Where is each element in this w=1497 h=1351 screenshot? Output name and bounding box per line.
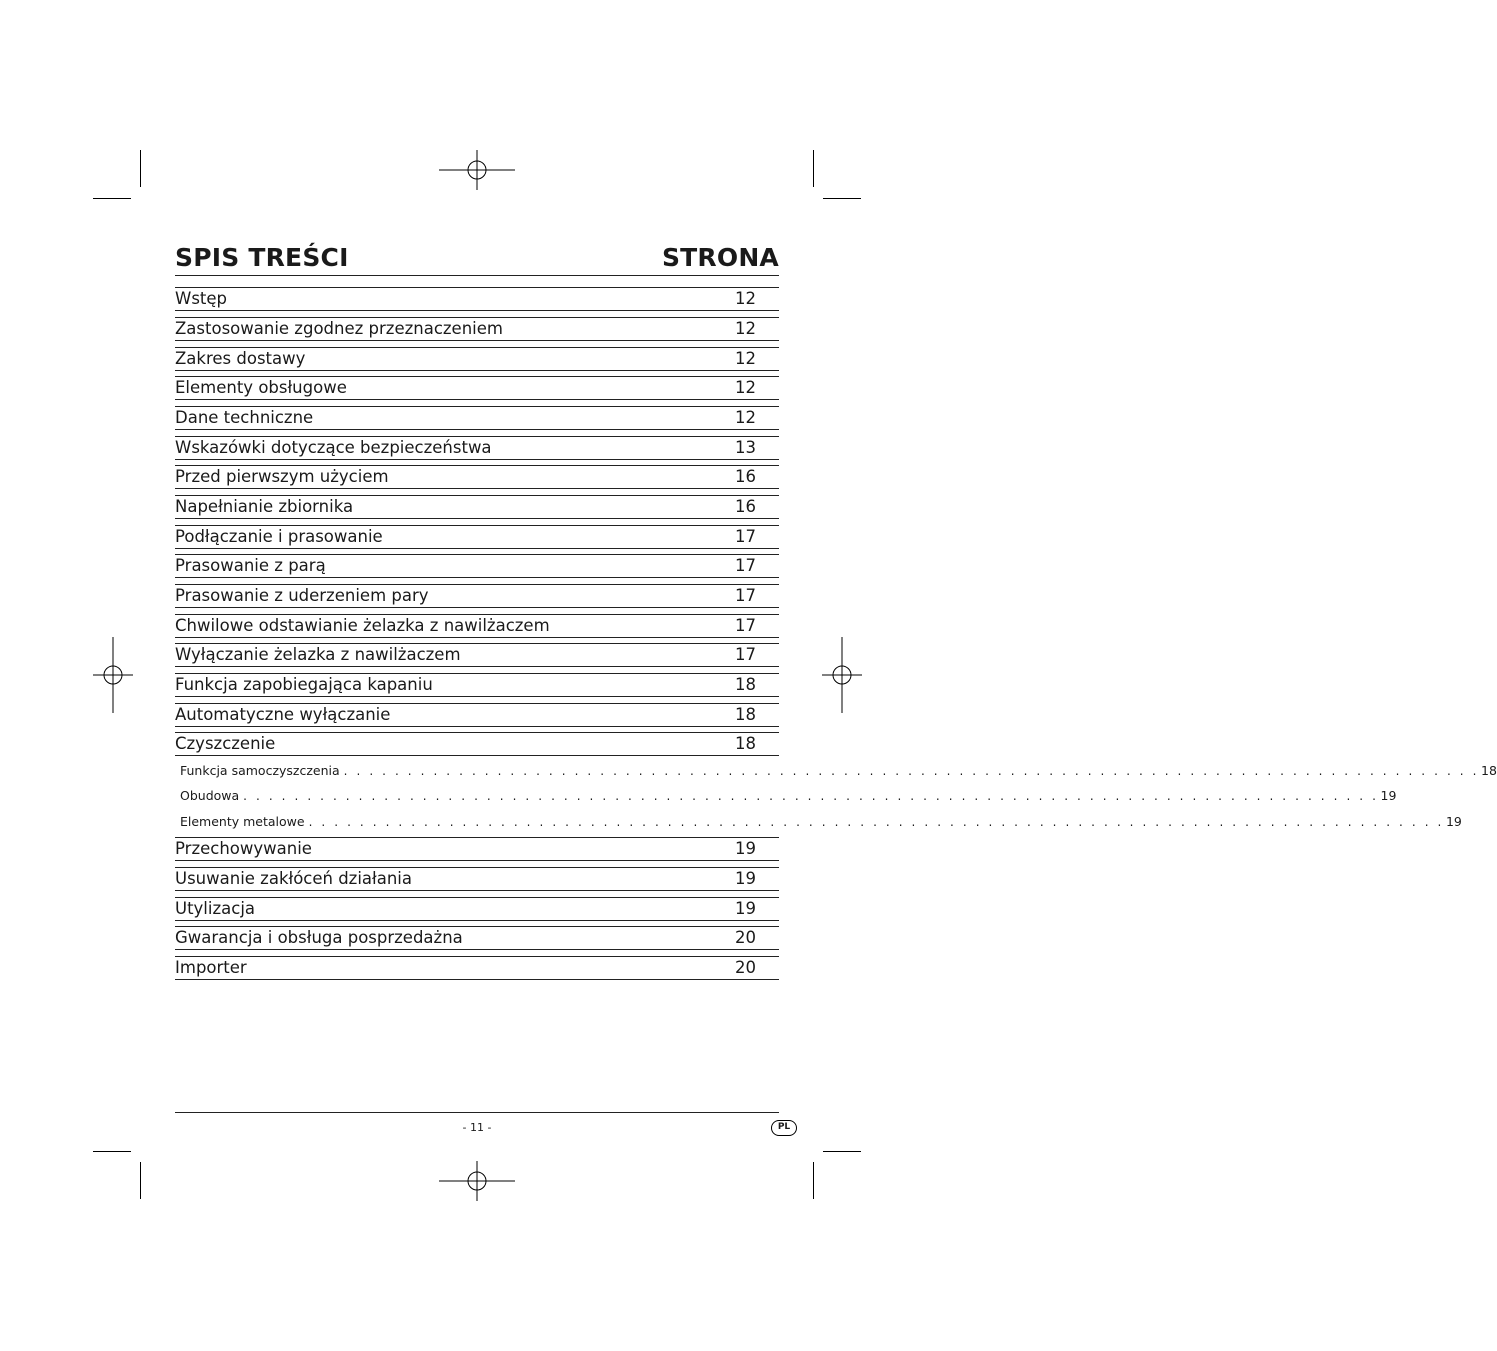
toc-entry-page: 12: [735, 378, 756, 397]
toc-entry-label: Wskazówki dotyczące bezpieczeństwa: [175, 438, 492, 457]
toc-entry-page: 17: [735, 616, 756, 635]
toc-entry[interactable]: [175, 495, 779, 519]
toc-entry-label: Gwarancja i obsługa posprzedażna: [175, 928, 463, 947]
toc-subentry-page: 19: [1445, 814, 1462, 829]
toc-entry[interactable]: [175, 584, 779, 608]
toc-entry-label: Wyłączanie żelazka z nawilżaczem: [175, 645, 461, 664]
toc-subentry-label: Elementy metalowe: [180, 814, 305, 829]
toc-entry[interactable]: [175, 703, 779, 727]
toc-entry[interactable]: [175, 732, 779, 756]
dot-leader: . . . . . . . . . . . . . . . . . . . . . . . . . . . . . . . . . . . . . . . . . . . . . . . . . . . . . . . . . . . . . . . . . . . . . . . . . . . . . . . . . . . . . . . . .: [343, 764, 1480, 778]
footer-divider: [175, 1112, 779, 1113]
toc-entry[interactable]: [175, 406, 779, 430]
toc-entry-page: 19: [735, 869, 756, 888]
toc-subentry[interactable]: [180, 813, 1462, 829]
registration-mark-icon: [439, 1143, 515, 1219]
toc-subentry[interactable]: [180, 762, 1497, 778]
crop-mark: [813, 150, 814, 187]
crop-mark: [93, 198, 131, 199]
toc-entry[interactable]: [175, 673, 779, 697]
toc-entry[interactable]: [175, 465, 779, 489]
dot-leader: . . . . . . . . . . . . . . . . . . . . . . . . . . . . . . . . . . . . . . . . . . . . . . . . . . . . . . . . . . . . . . . . . . . . . . . . . . . . . . . . . . . . . . . . .: [308, 815, 1444, 829]
toc-subentry-page: 18: [1481, 763, 1497, 778]
toc-subentry-label: Funkcja samoczyszczenia: [180, 763, 340, 778]
dot-leader: . . . . . . . . . . . . . . . . . . . . . . . . . . . . . . . . . . . . . . . . . . . . . . . . . . . . . . . . . . . . . . . . . . . . . . . . . . . . . . . . . . . . . . . . .: [243, 789, 1379, 803]
toc-entry[interactable]: [175, 287, 779, 311]
toc-entry[interactable]: [175, 376, 779, 400]
crop-mark: [93, 1151, 131, 1152]
page-number: - 11 -: [462, 1121, 492, 1134]
toc-entry-page: 20: [735, 958, 756, 977]
registration-mark-icon: [804, 637, 880, 713]
crop-mark: [140, 150, 141, 187]
toc-entry-label: Przechowywanie: [175, 839, 312, 858]
toc-entry[interactable]: [175, 867, 779, 891]
toc-entry-label: Elementy obsługowe: [175, 378, 347, 397]
page-column-heading: STRONA: [661, 243, 779, 272]
toc-subentry-page: 19: [1380, 788, 1397, 803]
toc-entry[interactable]: [175, 436, 779, 460]
language-badge: PL: [771, 1120, 797, 1136]
toc-entry-page: 12: [735, 289, 756, 308]
toc-entry-label: Dane techniczne: [175, 408, 314, 427]
toc-entry-page: 17: [735, 645, 756, 664]
toc-entry-page: 17: [735, 586, 756, 605]
toc-entry-label: Automatyczne wyłączanie: [175, 705, 391, 724]
toc-entry-page: 17: [735, 556, 756, 575]
toc-entry-label: Zakres dostawy: [175, 349, 306, 368]
toc-entry-page: 16: [735, 467, 756, 486]
toc-entry-label: Wstęp: [175, 289, 228, 308]
toc-entry-page: 16: [735, 497, 756, 516]
toc-entry-page: 19: [735, 839, 756, 858]
toc-entry[interactable]: [175, 837, 779, 861]
toc-entry-page: 12: [735, 349, 756, 368]
toc-entry-label: Przed pierwszym użyciem: [175, 467, 389, 486]
toc-entry[interactable]: [175, 897, 779, 921]
toc-entry-label: Czyszczenie: [175, 734, 276, 753]
toc-entry[interactable]: [175, 614, 779, 638]
toc-entry-page: 18: [735, 675, 756, 694]
crop-mark: [813, 1162, 814, 1199]
toc-subentry[interactable]: [180, 787, 1397, 803]
crop-mark: [823, 198, 861, 199]
toc-entry-page: 17: [735, 527, 756, 546]
toc-entry-page: 12: [735, 408, 756, 427]
toc-header: [175, 241, 779, 276]
toc-entry-label: Napełnianie zbiornika: [175, 497, 354, 516]
toc-entry[interactable]: [175, 317, 779, 341]
toc-entry-page: 13: [735, 438, 756, 457]
toc-entry-label: Funkcja zapobiegająca kapaniu: [175, 675, 433, 694]
toc-entry[interactable]: [175, 525, 779, 549]
toc-entry-page: 12: [735, 319, 756, 338]
crop-mark: [823, 1151, 861, 1152]
registration-mark-icon: [75, 637, 151, 713]
crop-mark: [140, 1162, 141, 1199]
toc-entry-label: Zastosowanie zgodnez przeznaczeniem: [175, 319, 503, 338]
toc-entry[interactable]: [175, 926, 779, 950]
toc-entry-page: 18: [735, 734, 756, 753]
toc-entry[interactable]: [175, 347, 779, 371]
toc-entry[interactable]: [175, 643, 779, 667]
toc-entry[interactable]: [175, 956, 779, 980]
toc-entry-label: Prasowanie z uderzeniem pary: [175, 586, 429, 605]
toc-entry-label: Podłączanie i prasowanie: [175, 527, 383, 546]
toc-entry-label: Usuwanie zakłóceń działania: [175, 869, 412, 888]
toc-entry-label: Utylizacja: [175, 899, 256, 918]
toc-entry-label: Prasowanie z parą: [175, 556, 326, 575]
toc-entry[interactable]: [175, 554, 779, 578]
toc-entry-page: 20: [735, 928, 756, 947]
toc-entry-page: 19: [735, 899, 756, 918]
registration-mark-icon: [439, 132, 515, 208]
toc-entry-label: Importer: [175, 958, 247, 977]
toc-entry-label: Chwilowe odstawianie żelazka z nawilżaczem: [175, 616, 550, 635]
toc-title: SPIS TREŚCI: [175, 243, 349, 272]
toc-subentry-label: Obudowa: [180, 788, 240, 803]
toc-entry-page: 18: [735, 705, 756, 724]
